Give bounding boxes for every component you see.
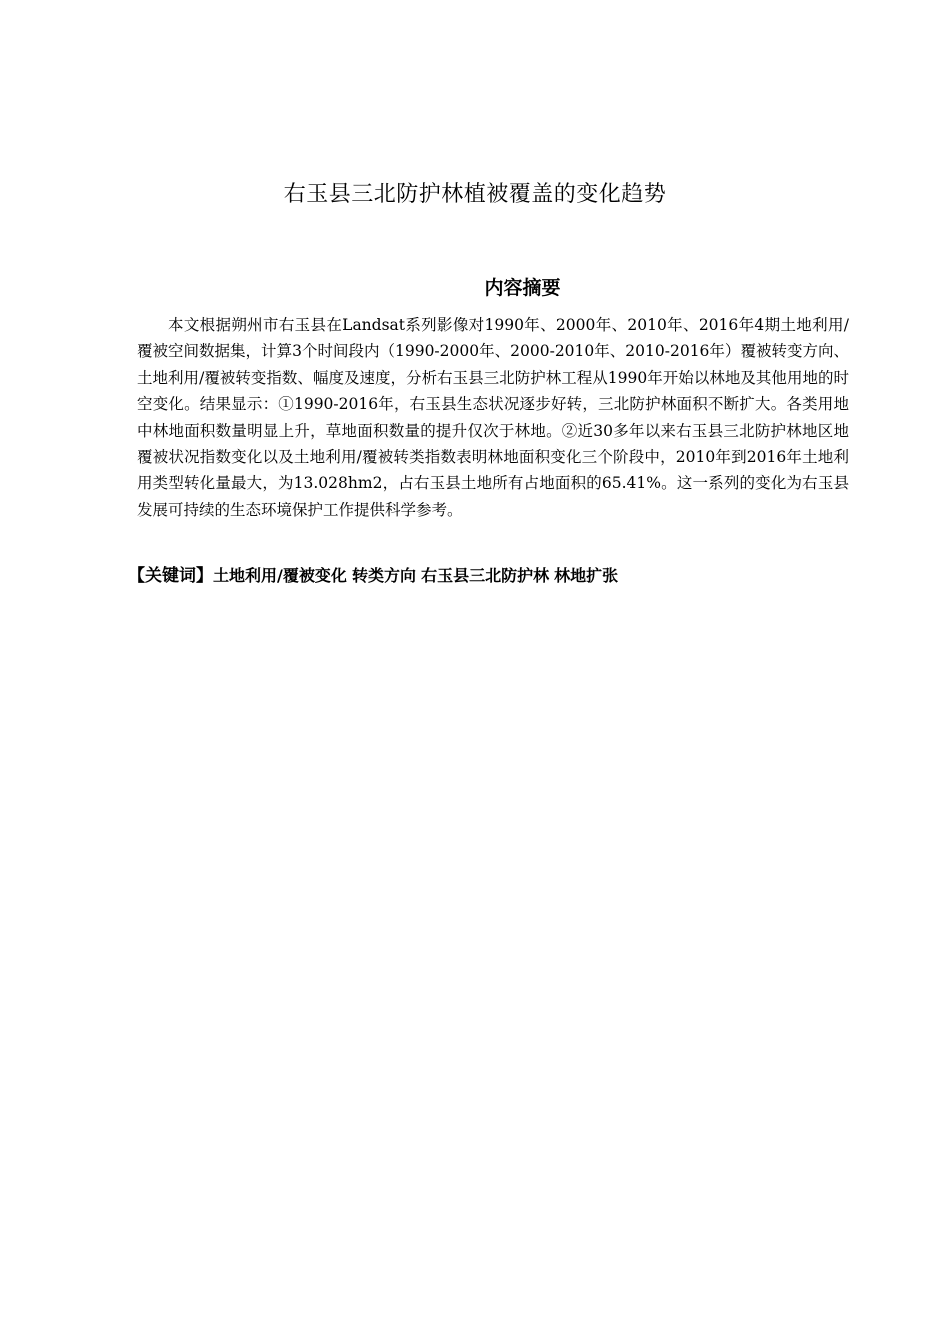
keywords-line <box>128 562 868 590</box>
keyword-item: 转类方向 <box>351 566 416 585</box>
keyword-item: 右玉县三北防护林 <box>421 566 550 585</box>
keyword-item: 土地利用/覆被变化 <box>213 566 347 585</box>
page-title: 右玉县三北防护林植被覆盖的变化趋势 <box>283 182 667 207</box>
keywords-label: 【关键词】 <box>128 566 213 586</box>
abstract-body: 本文根据朔州市右玉县在Landsat系列影像对1990年、2000年、2010年、2016年4期土地利用/覆被空间数据集，计算3个时间段内（1990-2000年、2000-2010年、2010-2016年）覆被转变方向、土地利用/覆被转变指数、幅度及速度，分析右玉县三北防护林工程从1990年开始以林地及其他用地的时空变化。结果显示：①1990-2016年，右玉县生态状况逐步好转，三北防护林面积不断扩大。各类用地中林地面积数量明显上升，草地面积数量的提升仅次于林地。②近30多年以来右玉县三北防护林地区地覆被状况指数变化以及土地利用/覆被转类指数表明林地面积变化三个阶段中，2010年到2016年土地利用类型转化量最大，为13.028hm2，占右玉县土地所有占地面积的65.41%。这一系列的变化为右玉县发展可持续的生态环境保护工作提供科学参考。 <box>137 316 849 519</box>
abstract-heading: 内容摘要 <box>484 277 561 299</box>
keyword-item: 林地扩张 <box>554 566 619 585</box>
